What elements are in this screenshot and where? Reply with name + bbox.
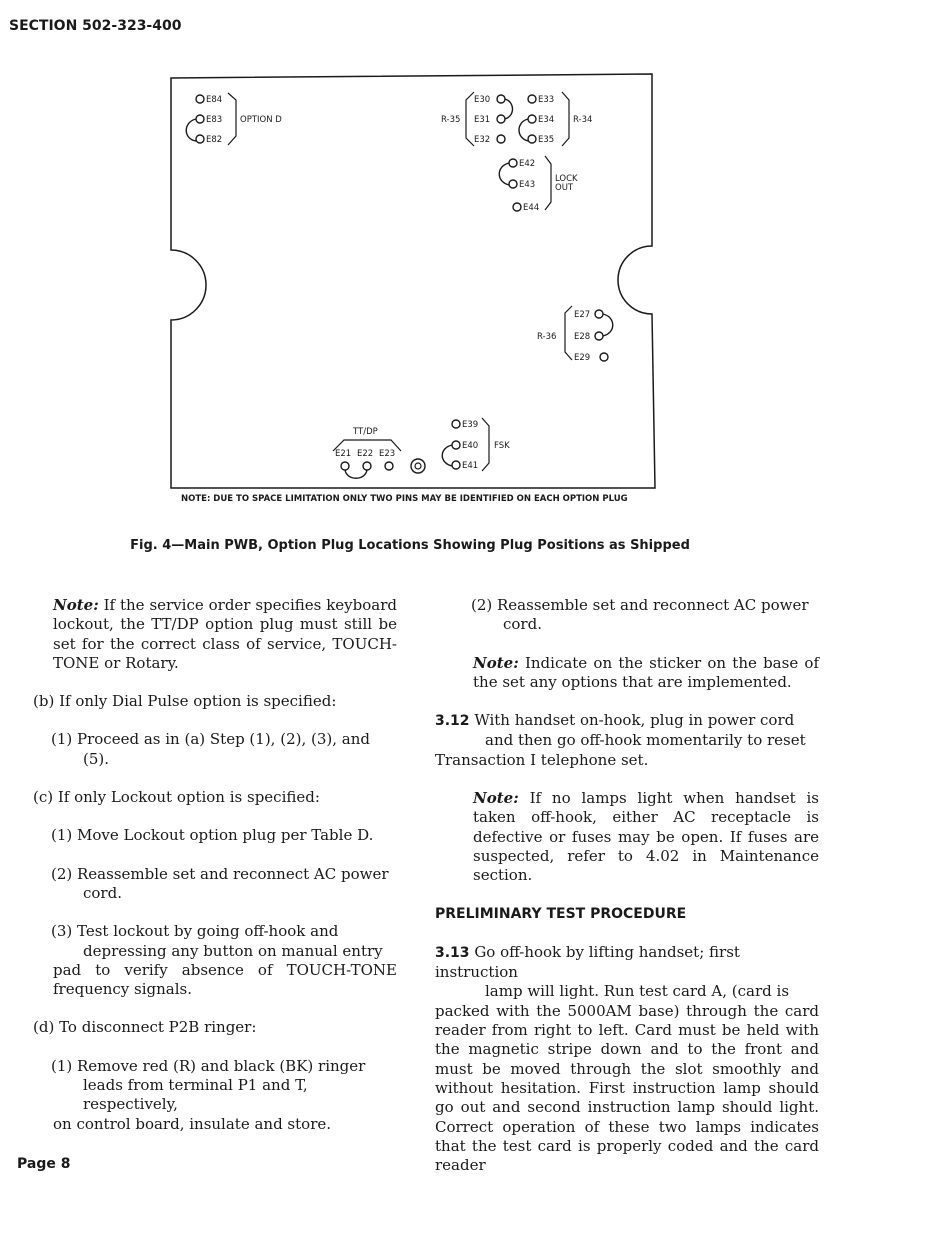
label-e43: E43: [519, 180, 536, 190]
label-lock: LOCK: [555, 174, 578, 184]
label-e21: E21: [335, 449, 352, 459]
label-e33: E33: [538, 95, 555, 105]
step-c1: (1) Move Lockout option plug per Table D.: [51, 826, 374, 845]
implemented-options-note: Note: Indicate on the sticker on the base of the set any options that are implemented.: [473, 653, 819, 691]
lockout-plug: [499, 156, 578, 213]
ttdp-plug: [333, 427, 425, 478]
step-2-cont: cord.: [503, 615, 542, 634]
pin-e83: [196, 115, 204, 123]
label-e34: E34: [538, 115, 555, 125]
label-e27: E27: [574, 310, 591, 320]
pin-e30: [497, 95, 505, 103]
para-3-13: 3.13 Go off-hook by lifting handset; first instruction: [435, 942, 740, 982]
pin-e84: [196, 95, 204, 103]
label-e40: E40: [462, 441, 479, 451]
para-3-12-cont: and then go off-hook momentarily to reset: [485, 731, 806, 750]
step-b1: (1) Proceed as in (a) Step (1), (2), (3), and: [51, 730, 370, 749]
right-column: [435, 596, 819, 1175]
label-out: OUT: [555, 183, 574, 193]
pin-e23: [385, 462, 393, 470]
pin-e28: [595, 332, 603, 340]
label-ttdp: TT/DP: [353, 427, 378, 437]
label-e42: E42: [519, 159, 536, 169]
label-e35: E35: [538, 135, 555, 145]
label-e30: E30: [474, 95, 491, 105]
target-hole: [411, 459, 425, 473]
step-c3-rest: pad to verify absence of TOUCH-TONE frequency signals.: [53, 960, 397, 999]
label-e23: E23: [379, 449, 396, 459]
step-d1-rest: on control board, insulate and store.: [53, 1114, 332, 1133]
step-c-heading: (c) If only Lockout option is specified:: [33, 788, 320, 807]
r35-r34-plugs: [441, 92, 592, 146]
pin-e31: [497, 115, 505, 123]
page-number: Page 8: [17, 1156, 71, 1172]
label-e32: E32: [474, 135, 491, 145]
label-r34: R-34: [573, 115, 593, 125]
pin-e21: [341, 462, 349, 470]
pin-e44: [513, 203, 521, 211]
label-e39: E39: [462, 420, 479, 430]
pin-e42: [509, 159, 517, 167]
section-heading: PRELIMINARY TEST PROCEDURE: [435, 905, 687, 922]
label-e82: E82: [206, 135, 223, 145]
pin-e33: [528, 95, 536, 103]
pin-e27: [595, 310, 603, 318]
para-3-12: 3.12 With handset on-hook, plug in power cord: [435, 711, 795, 730]
step-c2-cont: cord.: [83, 883, 122, 902]
pin-e34: [528, 115, 536, 123]
board-outline: [171, 74, 655, 488]
pin-e39: [452, 420, 460, 428]
pin-e43: [509, 180, 517, 188]
pin-e35: [528, 135, 536, 143]
step-d1: (1) Remove red (R) and black (BK) ringer: [51, 1056, 366, 1075]
label-e83: E83: [206, 115, 223, 125]
pin-e82: [196, 135, 204, 143]
label-e41: E41: [462, 461, 479, 471]
label-e84: E84: [206, 95, 223, 105]
para-3-12-rest: Transaction I telephone set.: [435, 750, 649, 769]
label-e31: E31: [474, 115, 491, 125]
pin-e40: [452, 441, 460, 449]
label-e44: E44: [523, 203, 540, 213]
r36-plug: [537, 306, 613, 363]
label-e22: E22: [357, 449, 374, 459]
label-fsk: FSK: [494, 441, 510, 451]
label-option-d: OPTION D: [240, 115, 282, 125]
pin-e29: [600, 353, 608, 361]
label-r36: R-36: [537, 332, 557, 342]
step-b-heading: (b) If only Dial Pulse option is specified:: [33, 692, 337, 711]
figure-caption: Fig. 4—Main PWB, Option Plug Locations Showing Plug Positions as Shipped: [130, 538, 690, 553]
fsk-plug: [442, 418, 510, 471]
pin-e22: [363, 462, 371, 470]
option-d-plug: [186, 93, 282, 145]
step-d-heading: (d) To disconnect P2B ringer:: [33, 1018, 257, 1037]
step-c3: (3) Test lockout by going off-hook and: [51, 922, 339, 941]
lockout-note: Note: If the service order specifies keyboard lockout, the TT/DP option plug must still be set for the correct class of service, TOUCH-TONE or Rotary.: [53, 596, 397, 672]
no-lamps-note: Note: If no lamps light when handset is taken off-hook, either AC receptacle is defective or fuses may be open. If fuses are suspected, refer to 4.02 in Maintenance section.: [473, 789, 819, 885]
label-r35: R-35: [441, 115, 461, 125]
step-c2: (2) Reassemble set and reconnect AC power: [51, 864, 389, 883]
section-header: SECTION 502-323-400: [9, 18, 182, 34]
para-3-13-cont: lamp will light. Run test card A, (card is: [485, 982, 790, 1001]
left-column: [33, 596, 397, 1134]
label-e28: E28: [574, 332, 591, 342]
para-3-13-rest: packed with the 5000AM base) through the card reader from right to left. Card must be held with the magnetic stripe down and to the front and must be moved through the slot smoothly and without hesitation. First instruction lamp should go out and second instruction lamp should light. Correct operation of these two lamps indicates that the test card is properly coded and the card reader: [435, 1001, 819, 1175]
step-2: (2) Reassemble set and reconnect AC power: [471, 596, 809, 614]
step-d1-cont: leads from terminal P1 and T, respectively,: [83, 1076, 308, 1114]
step-b1-cont: (5).: [83, 749, 110, 768]
label-e29: E29: [574, 353, 591, 363]
step-c3-cont: depressing any button on manual entry: [83, 941, 383, 960]
pin-e41: [452, 461, 460, 469]
figure-note: NOTE: DUE TO SPACE LIMITATION ONLY TWO PINS MAY BE IDENTIFIED ON EACH OPTION PLUG: [181, 494, 628, 504]
pin-e32: [497, 135, 505, 143]
pwb-diagram: [0, 0, 950, 530]
